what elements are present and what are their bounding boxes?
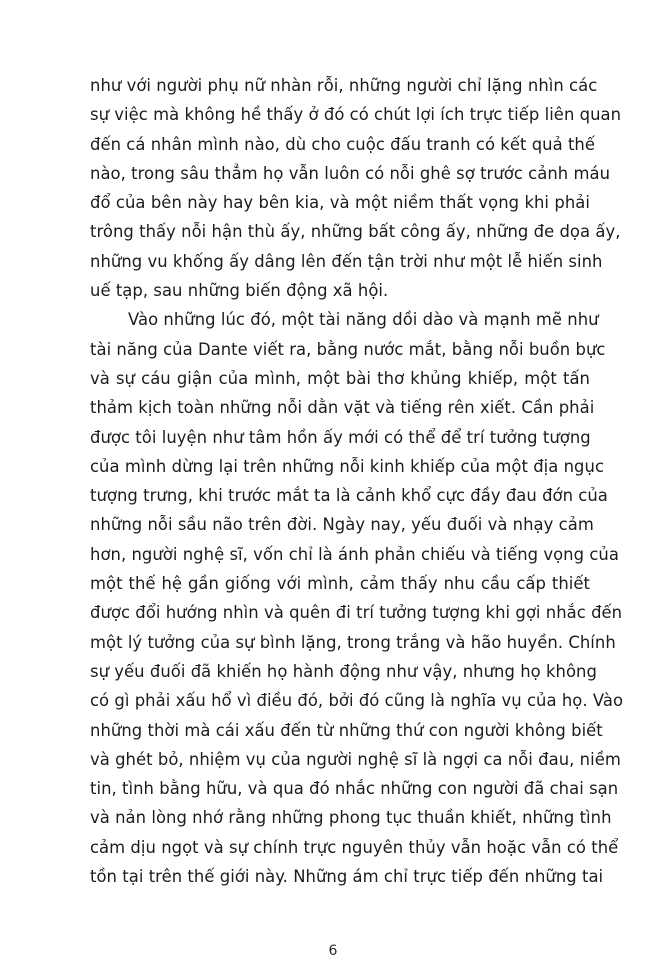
text-line: trông thấy nỗi hận thù ấy, những bất công ấy, những đe dọa ấy, [90, 222, 621, 242]
text-line: tượng trưng, khi trước mắt ta là cảnh khổ cực đầy đau đớn của [90, 486, 608, 506]
body-text [90, 71, 624, 891]
text-line: và nản lòng nhớ rằng những phong tục thuần khiết, những tình [90, 808, 612, 828]
text-line: những vu khống ấy dâng lên đến tận trời như một lễ hiến sinh [90, 251, 603, 271]
text-line: cảm dịu ngọt và sự chính trực nguyên thủy vẫn hoặc vẫn có thể [90, 837, 619, 857]
text-line: như với người phụ nữ nhàn rỗi, những người chỉ lặng nhìn các [90, 76, 598, 95]
text-line: thảm kịch toàn những nỗi dằn vặt và tiếng rên xiết. Cần phải [90, 398, 595, 418]
text-line: một lý tưởng của sự bình lặng, trong trắng và hão huyền. Chính [90, 632, 616, 652]
paragraph-1 [90, 71, 622, 305]
text-line: đến cá nhân mình nào, dù cho cuộc đấu tranh có kết quả thế [90, 134, 595, 154]
paragraph-2 [90, 305, 624, 891]
text-line: có gì phải xấu hổ vì điều đó, bởi đó cũng là nghĩa vụ của họ. Vào [90, 691, 624, 711]
text-line: tài năng của Dante viết ra, bằng nước mắt, bằng nỗi buồn bực [90, 339, 606, 359]
text-line: một thế hệ gần giống với mình, cảm thấy nhu cầu cấp thiết [90, 574, 590, 594]
text-line: hơn, người nghệ sĩ, vốn chỉ là ánh phản chiếu và tiếng vọng của [90, 544, 619, 564]
text-line: của mình dừng lại trên những nỗi kinh khiếp của một địa ngục [90, 456, 605, 476]
text-line: tin, tình bằng hữu, và qua đó nhắc những con người đã chai sạn [90, 779, 619, 799]
page-number: 6 [328, 943, 338, 959]
text-line: sự yếu đuối đã khiến họ hành động như vậy, nhưng họ không [90, 661, 597, 681]
text-line: được đổi hướng nhìn và quên đi trí tưởng tượng khi gợi nhắc đến [90, 603, 623, 623]
text-line: và ghét bỏ, nhiệm vụ của người nghệ sĩ là ngợi ca nỗi đau, niềm [90, 749, 621, 769]
text-line: và sự cáu giận của mình, một bài thơ khủng khiếp, một tấn [90, 368, 590, 388]
text-line: những nỗi sầu não trên đời. Ngày nay, yếu đuối và nhạy cảm [90, 515, 594, 535]
text-line: được tôi luyện như tâm hồn ấy mới có thể để trí tưởng tượng [90, 427, 591, 447]
text-line: sự việc mà không hề thấy ở đó có chút lợi ích trực tiếp liên quan [90, 105, 622, 125]
text-line: uế tạp, sau những biến động xã hội. [90, 281, 389, 301]
text-line: tồn tại trên thế giới này. Những ám chỉ trực tiếp đến những tai [90, 867, 604, 887]
text-line: những thời mà cái xấu đến từ những thứ con người không biết [90, 720, 603, 740]
text-line: đổ của bên này hay bên kia, và một niềm thất vọng khi phải [90, 193, 590, 213]
text-line: nào, trong sâu thẳm họ vẫn luôn có nỗi ghê sợ trước cảnh máu [90, 163, 611, 183]
text-line: Vào những lúc đó, một tài năng dồi dào và mạnh mẽ như [128, 310, 599, 330]
